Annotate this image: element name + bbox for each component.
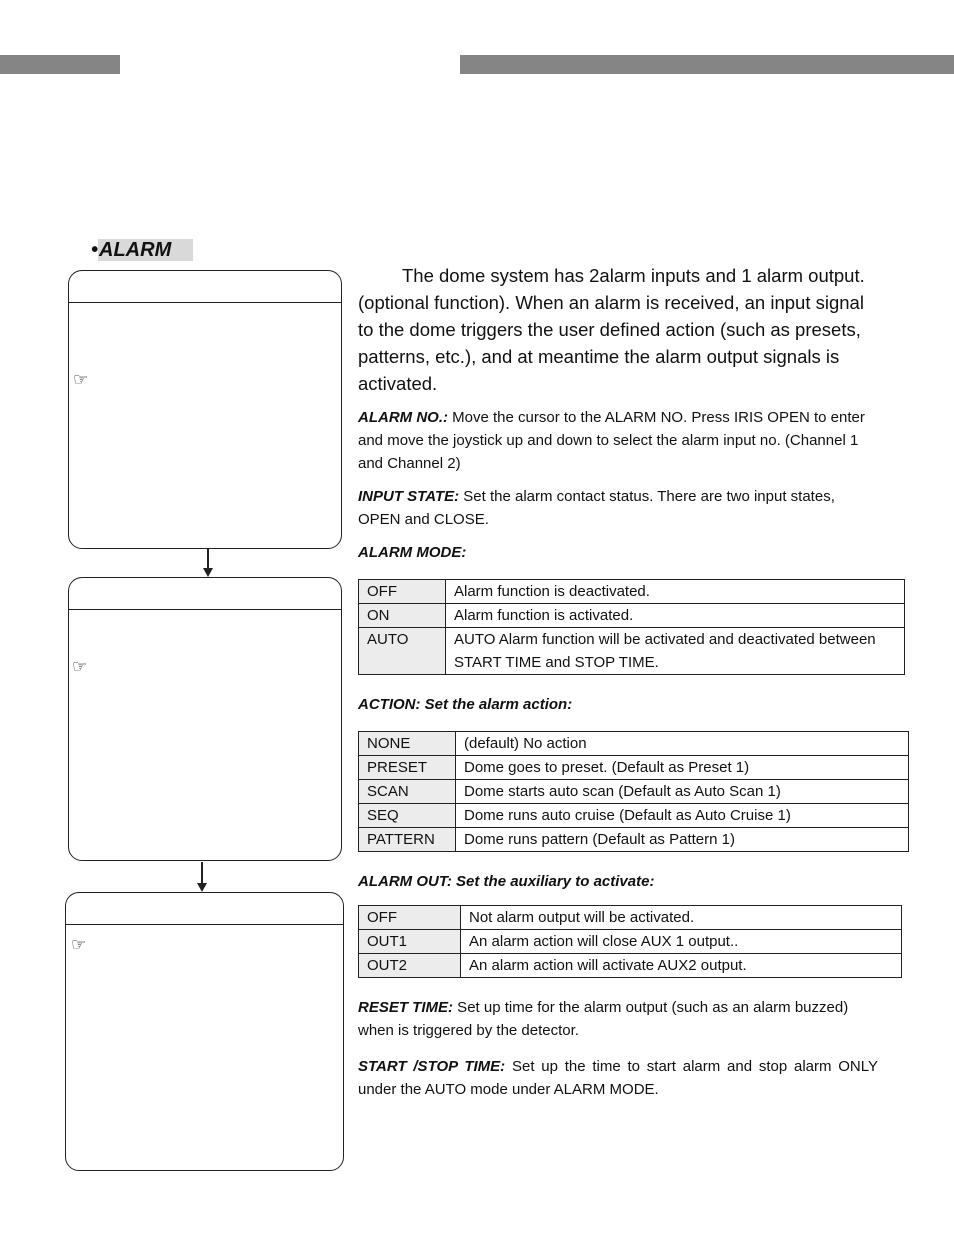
intro-paragraph: The dome system has 2alarm inputs and 1 alarm output. (optional function). When an alarm is received, an input signal to the dome triggers the user defined action (such as presets, patterns, etc.), and at meantime the alarm output signals is activated. (358, 265, 865, 394)
option-key: PATTERN (359, 828, 456, 852)
table-row (359, 628, 905, 675)
option-key: SCAN (359, 780, 456, 804)
alarm-out-table (358, 905, 902, 978)
osd-menu-header-3 (66, 893, 343, 925)
alarm-no-label: ALARM NO.: (358, 409, 448, 426)
option-desc: Alarm function is deactivated. (446, 580, 905, 604)
table-row (359, 756, 909, 780)
osd-menu-box-3 (65, 892, 344, 1171)
option-desc: Dome goes to preset. (Default as Preset 1) (456, 756, 909, 780)
option-desc: (default) No action (456, 732, 909, 756)
osd-menu-box-2 (68, 577, 342, 861)
option-key: NONE (359, 732, 456, 756)
header-bar-left (0, 55, 120, 74)
option-desc: Not alarm output will be activated. (461, 906, 902, 930)
table-row (359, 954, 902, 978)
table-row (359, 930, 902, 954)
section-bullet: • (91, 239, 99, 261)
alarm-out-heading: ALARM OUT: Set the auxiliary to activate: (358, 873, 655, 890)
header-bar-right (460, 55, 954, 74)
reset-time-text: Set up time for the alarm output (such as an alarm buzzed) when is triggered by the detector. (358, 999, 849, 1039)
reset-time-paragraph (358, 996, 878, 1042)
input-state-paragraph (358, 485, 878, 531)
option-key: OUT1 (359, 930, 461, 954)
alarm-no-text: Move the cursor to the ALARM NO. Press IRIS OPEN to enter and move the joystick up and down to select the alarm input no. (Channel 1 and Channel 2) (358, 409, 865, 472)
option-key: PRESET (359, 756, 456, 780)
reset-time-label: RESET TIME: (358, 999, 454, 1016)
section-title-text: ALARM (98, 239, 193, 261)
input-state-text: Set the alarm contact status. There are two input states, OPEN and CLOSE. (358, 488, 835, 528)
table-row (359, 732, 909, 756)
option-desc: Alarm function is activated. (446, 604, 905, 628)
input-state-label: INPUT STATE: (358, 488, 460, 505)
option-desc: An alarm action will activate AUX2 output. (461, 954, 902, 978)
option-key: OFF (359, 580, 446, 604)
alarm-mode-heading: ALARM MODE: (358, 544, 467, 561)
option-key: SEQ (359, 804, 456, 828)
osd-menu-header-1 (69, 271, 341, 303)
alarm-mode-table (358, 579, 905, 675)
option-key: OUT2 (359, 954, 461, 978)
table-row (359, 804, 909, 828)
option-key: AUTO (359, 628, 446, 675)
table-row (359, 828, 909, 852)
start-stop-time-label: START /STOP TIME: (358, 1058, 506, 1075)
option-desc: Dome runs auto cruise (Default as Auto Cruise 1) (456, 804, 909, 828)
alarm-description (358, 262, 878, 1111)
pointing-hand-icon: ☞ (72, 657, 88, 676)
table-row (359, 906, 902, 930)
flow-arrow-down-icon (203, 549, 213, 577)
option-key: OFF (359, 906, 461, 930)
start-stop-time-paragraph (358, 1055, 878, 1101)
option-desc: AUTO Alarm function will be activated and deactivated between START TIME and STOP TIME. (446, 628, 905, 675)
flow-arrow-down-icon (197, 862, 207, 892)
osd-menu-box-1 (68, 270, 342, 549)
section-title (91, 237, 190, 263)
option-desc: Dome starts auto scan (Default as Auto Scan 1) (456, 780, 909, 804)
table-row (359, 580, 905, 604)
alarm-no-paragraph (358, 406, 878, 475)
option-key: ON (359, 604, 446, 628)
pointing-hand-icon: ☞ (71, 935, 87, 954)
option-desc: An alarm action will close AUX 1 output.. (461, 930, 902, 954)
osd-menu-header-2 (69, 578, 341, 610)
table-row (359, 604, 905, 628)
pointing-hand-icon: ☞ (73, 370, 89, 389)
table-row (359, 780, 909, 804)
action-heading: ACTION: Set the alarm action: (358, 696, 573, 713)
option-desc: Dome runs pattern (Default as Pattern 1) (456, 828, 909, 852)
action-table (358, 731, 909, 852)
start-stop-time-text: Set up the time to start alarm and stop alarm ONLY under the AUTO mode under ALARM MODE. (358, 1058, 878, 1098)
